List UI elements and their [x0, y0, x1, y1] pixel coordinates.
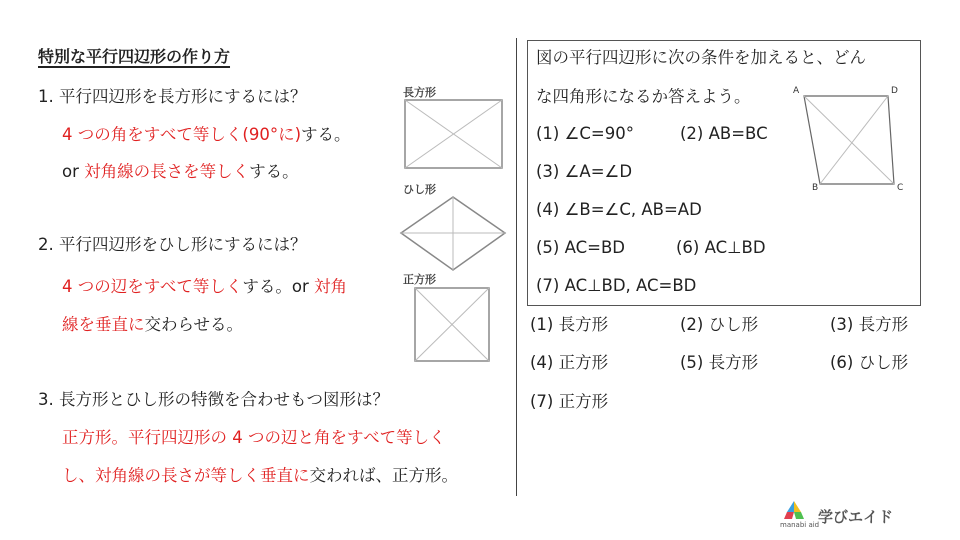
answer-3-line-2 [62, 466, 458, 486]
rhombus-label: ひし形 [403, 183, 436, 196]
vertex-a: A [793, 86, 800, 96]
answer-highlight: し、対角線の長さが等しく垂直に [62, 466, 310, 485]
page-title: 特別な平行四辺形の作り方 [38, 47, 231, 66]
condition-7: (7) AC⊥BD, AC=BD [536, 276, 697, 295]
condition-3: (3) ∠A=∠D [536, 162, 633, 181]
problem-prompt-line-1: 図の平行四辺形に次の条件を加えると、どん [536, 48, 866, 67]
answer-text: 交われば、正方形。 [309, 466, 458, 485]
answer-2-line-1 [62, 277, 347, 297]
problem-prompt-line-2: な四角形になるか答えよう。 [536, 87, 751, 106]
answer-3-line-1: 正方形。平行四辺形の 4 つの辺と角をすべて等しく [62, 428, 446, 447]
answer-4: (4) 正方形 [530, 353, 609, 372]
answer-6: (6) ひし形 [830, 353, 909, 372]
answer-1-line-2 [62, 162, 299, 182]
vertex-b: B [812, 183, 819, 193]
answer-2: (2) ひし形 [680, 315, 759, 334]
answer-1-line-1 [62, 125, 351, 145]
answer-text: する。 [249, 162, 299, 181]
answer-5: (5) 長方形 [680, 353, 759, 372]
condition-5: (5) AC=BD [536, 238, 625, 257]
answer-highlight: 4 つの角をすべて等しく(90°に) [62, 125, 302, 144]
question-1: 1. 平行四辺形を長方形にするには？ [38, 87, 307, 106]
answer-text: 交わらせる。 [144, 315, 244, 334]
vertex-d: D [891, 86, 898, 96]
answer-text: する。 [301, 125, 351, 144]
vertex-c: C [897, 183, 904, 193]
answer-highlight: 対角 [314, 277, 348, 296]
square-figure [414, 287, 492, 363]
answer-2-line-2 [62, 315, 243, 335]
answer-text: する。or [242, 277, 315, 296]
answer-highlight: 線を垂直に [62, 315, 145, 334]
answer-3: (3) 長方形 [830, 315, 909, 334]
condition-4: (4) ∠B=∠C, AB=AD [536, 200, 702, 219]
condition-1: (1) ∠C=90° [536, 124, 635, 143]
answer-text: or [62, 162, 85, 181]
column-divider [516, 38, 517, 496]
rectangle-figure [404, 99, 504, 171]
rhombus-figure [399, 195, 507, 273]
condition-2: (2) AB=BC [680, 124, 768, 143]
answer-highlight: 対角線の長さを等しく [84, 162, 250, 181]
answer-highlight: 4 つの辺をすべて等しく [62, 277, 243, 296]
parallelogram-abcd-figure [790, 82, 904, 194]
rectangle-label: 長方形 [403, 86, 436, 99]
logo-latin-text: manabi aid [780, 521, 820, 529]
answer-7: (7) 正方形 [530, 392, 609, 411]
answer-1: (1) 長方形 [530, 315, 609, 334]
question-3: 3. 長方形とひし形の特徴を合わせもつ図形は？ [38, 390, 389, 409]
question-2: 2. 平行四辺形をひし形にするには？ [38, 235, 307, 254]
logo-japanese-text: 学びエイド [818, 508, 894, 526]
condition-6: (6) AC⊥BD [676, 238, 766, 257]
square-label: 正方形 [403, 273, 436, 286]
manabi-aid-logo-icon [783, 500, 805, 520]
